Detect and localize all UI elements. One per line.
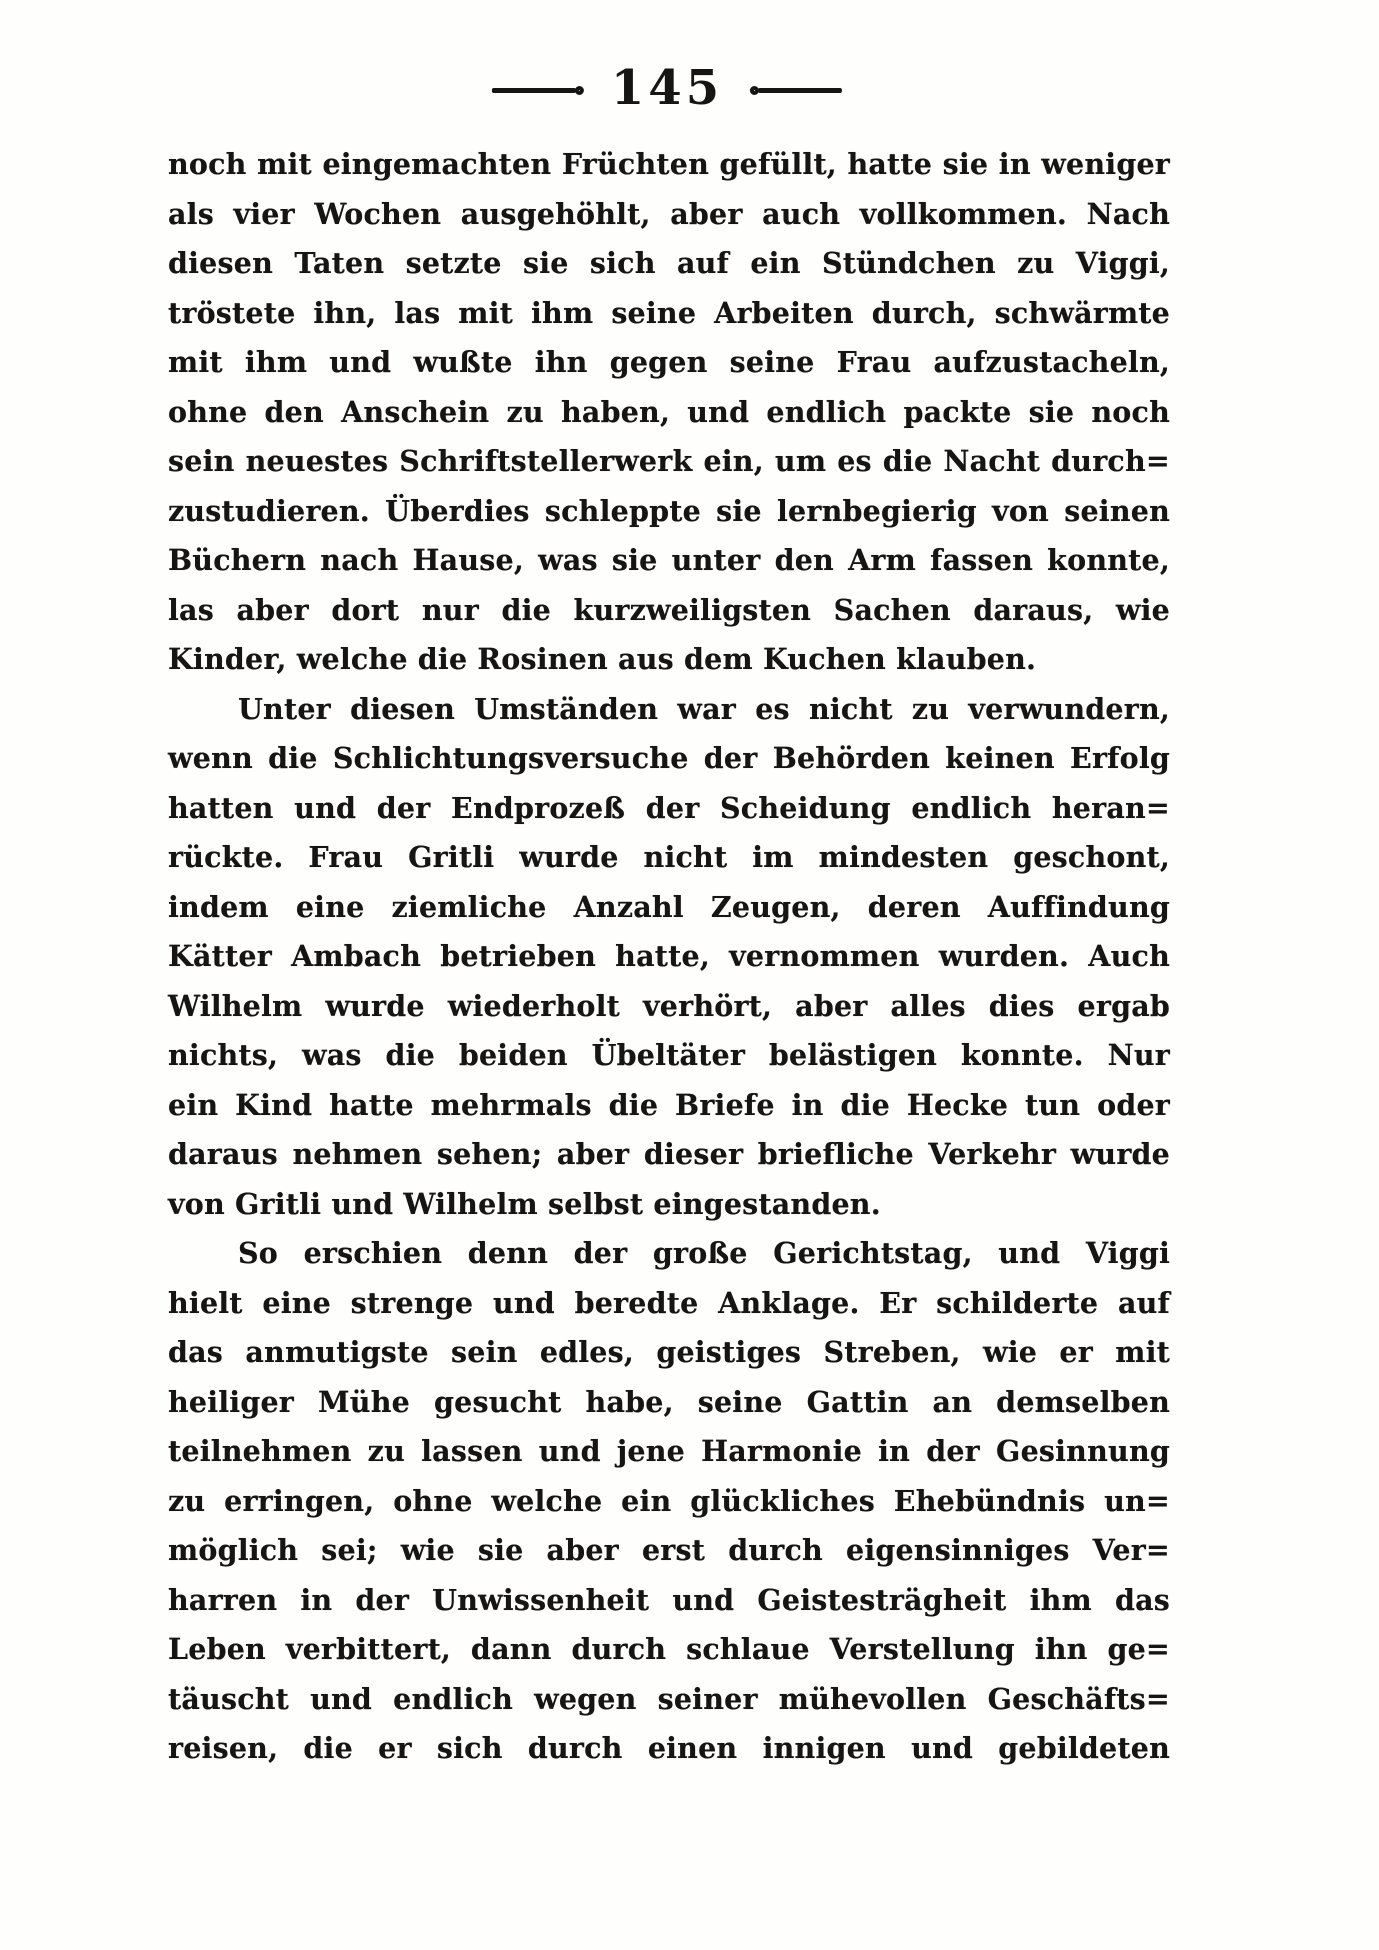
text-line: hatten und der Endprozeß der Scheidung endlich heran= (168, 790, 1170, 825)
text-line: indem eine ziemliche Anzahl Zeugen, deren Auffindung (168, 889, 1170, 924)
text-line: Kinder, welche die Rosinen aus dem Kuchen klauben. (168, 642, 1037, 676)
text-line: Wilhelm wurde wiederholt verhört, aber alles dies ergab (168, 988, 1170, 1023)
rule-line (758, 88, 842, 93)
text-line: So erschien denn der große Gerichtstag, und Viggi (238, 1236, 1170, 1270)
text-line: als vier Wochen ausgehöhlt, aber auch vollkommen. Nach (168, 196, 1170, 231)
text-line: nichts, was die beiden Übeltäter belästigen konnte. Nur (168, 1038, 1170, 1072)
text-line: reisen, die er sich durch einen innigen und gebildeten (168, 1731, 1170, 1765)
text-line: harren in der Unwissenheit und Geistesträgheit ihm das (168, 1582, 1170, 1617)
text-line: hielt eine strenge und beredte Anklage. Er schilderte auf (168, 1285, 1170, 1320)
text-line: das anmutigste sein edles, geistiges Streben, wie er mit (168, 1335, 1170, 1369)
text-line: mit ihm und wußte ihn gegen seine Frau aufzustacheln, (168, 345, 1170, 379)
text-line: sein neuestes Schriftstellerwerk ein, um es die Nacht durch= (168, 444, 1170, 478)
text-line: diesen Taten setzte sie sich auf ein Stündchen zu Viggi, (168, 246, 1170, 280)
text-line: rückte. Frau Gritli wurde nicht im mindesten geschont, (168, 840, 1170, 874)
text-line: zustudieren. Überdies schleppte sie lernbegierig von seinen (168, 493, 1170, 528)
text-line: Kätter Ambach betrieben hatte, vernommen wurden. Auch (168, 939, 1170, 973)
text-line: wenn die Schlichtungsversuche der Behörden keinen Erfolg (168, 741, 1170, 775)
text-line: von Gritli und Wilhelm selbst eingestanden. (168, 1186, 881, 1221)
text-line: Unter diesen Umständen war es nicht zu verwundern, (238, 691, 1170, 726)
header-rule-right-icon (750, 86, 842, 95)
text-line: möglich sei; wie sie aber erst durch eigensinniges Ver= (168, 1533, 1170, 1567)
text-line: Leben verbittert, dann durch schlaue Verstellung ihn ge= (168, 1632, 1170, 1666)
body-text (168, 140, 1170, 1774)
text-line: noch mit eingemachten Früchten gefüllt, hatte sie in weniger (168, 147, 1170, 181)
text-line: ein Kind hatte mehrmals die Briefe in die Hecke tun oder (168, 1087, 1170, 1122)
rule-ring (575, 86, 584, 95)
text-line: las aber dort nur die kurzweiligsten Sachen daraus, wie (168, 592, 1170, 627)
header-rule-left-icon (492, 86, 584, 95)
text-line: daraus nehmen sehen; aber dieser briefliche Verkehr wurde (168, 1137, 1170, 1171)
page-number: 145 (610, 60, 724, 116)
rule-line (492, 88, 576, 93)
text-line: zu erringen, ohne welche ein glückliches Ehebündnis un= (168, 1483, 1170, 1518)
text-line: ohne den Anschein zu haben, und endlich packte sie noch (168, 394, 1170, 429)
text-line: tröstete ihn, las mit ihm seine Arbeiten durch, schwärmte (168, 295, 1170, 330)
page-header (492, 62, 842, 118)
text-line: Büchern nach Hause, was sie unter den Arm fassen konnte, (168, 543, 1170, 577)
text-line: täuscht und endlich wegen seiner mühevollen Geschäfts= (168, 1681, 1170, 1716)
text-line: heiliger Mühe gesucht habe, seine Gattin an demselben (168, 1384, 1170, 1419)
text-line: teilnehmen zu lassen und jene Harmonie in der Gesinnung (168, 1434, 1170, 1468)
